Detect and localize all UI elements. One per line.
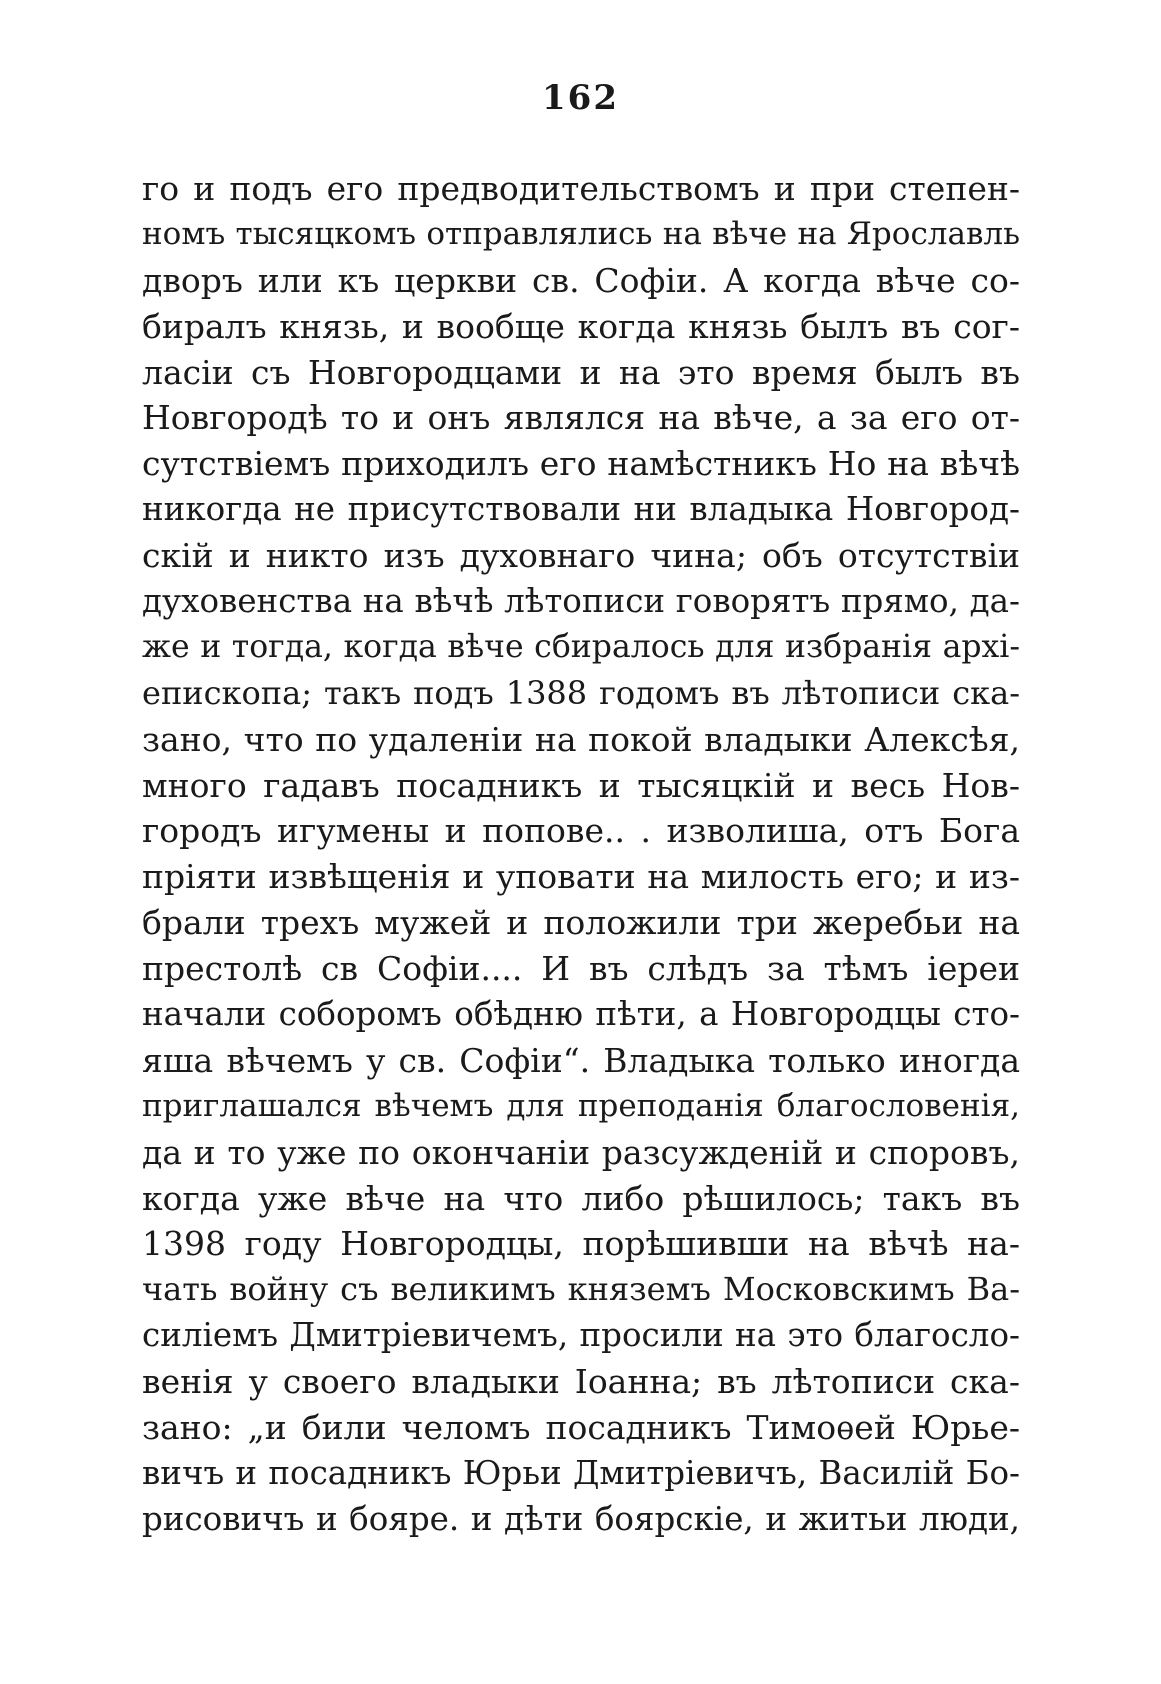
text-line: духовенства на вѣчѣ лѣтописи говорятъ прямо, да-	[142, 582, 1020, 621]
text-line: ласіи съ Новгородцами и на это время былъ въ	[142, 352, 1020, 392]
text-line: чать войну съ великимъ княземъ Московскимъ Ва-	[142, 1270, 1020, 1309]
page-number: 162	[542, 78, 619, 118]
text-line: яша вѣчемъ у св. Софіи“. Владыка только иногда	[142, 1040, 1020, 1080]
text-line: брали трехъ мужей и положили три жеребьи на	[142, 903, 1020, 943]
text-line: никогда не присутствовали ни владыка Новгород-	[142, 490, 1020, 529]
text-line: городъ игумены и попове.. . изволиша, отъ Бога	[142, 811, 1020, 851]
text-line: дворъ или къ церкви св. Софіи. А когда вѣче со-	[142, 260, 1020, 300]
text-line: приглашался вѣчемъ для преподанія благословенія,	[142, 1087, 1020, 1124]
text-line: 1398 году Новгородцы, порѣшивши на вѣчѣ на-	[142, 1224, 1020, 1264]
text-line: зано, что по удаленіи на покой владыки Алексѣя,	[142, 719, 1020, 759]
text-line: рисовичъ и бояре. и дѣти боярскіе, и житьи люди,	[142, 1499, 1020, 1538]
body-text	[142, 166, 1020, 1543]
text-line: епископа; такъ подъ 1388 годомъ въ лѣтописи ска-	[142, 673, 1020, 712]
text-line: венія у своего владыки Іоанна; въ лѣтописи ска-	[142, 1362, 1020, 1402]
text-line: когда уже вѣче на что либо рѣшилось; такъ въ	[142, 1178, 1020, 1218]
text-line: да и то уже по окончаніи разсужденій и споровъ,	[142, 1132, 1020, 1172]
text-line: вичъ и посадникъ Юрьи Дмитріевичъ, Василій Бо-	[142, 1453, 1020, 1492]
text-line: биралъ князь, и вообще когда князь былъ въ сог-	[142, 306, 1020, 346]
text-line: Новгородѣ то и онъ являлся на вѣче, а за его от-	[142, 398, 1020, 438]
text-line: силіемъ Дмитріевичемъ, просили на это благосло-	[142, 1316, 1020, 1355]
text-line: сутствіемъ приходилъ его намѣстникъ Но на вѣчѣ	[142, 444, 1020, 484]
text-line: начали соборомъ обѣдню пѣти, а Новгородцы сто-	[142, 995, 1020, 1034]
text-line: го и подъ его предводительствомъ и при степен-	[142, 169, 1020, 208]
text-line: скій и никто изъ духовнаго чина; объ отсутствіи	[142, 536, 1020, 576]
text-line: пріяти извѣщенія и уповати на милость его; и из-	[142, 857, 1020, 897]
text-line: же и тогда, когда вѣче сбиралось для избранія архі-	[142, 628, 1020, 665]
text-line: зано: „и били челомъ посадникъ Тимоѳей Юрье-	[142, 1408, 1020, 1448]
text-line: номъ тысяцкомъ отправлялись на вѣче на Ярославль	[142, 215, 1020, 252]
text-line: много гадавъ посадникъ и тысяцкій и весь Нов-	[142, 765, 1020, 805]
text-line: престолѣ св Софіи.... И въ слѣдъ за тѣмъ іереи	[142, 949, 1020, 989]
